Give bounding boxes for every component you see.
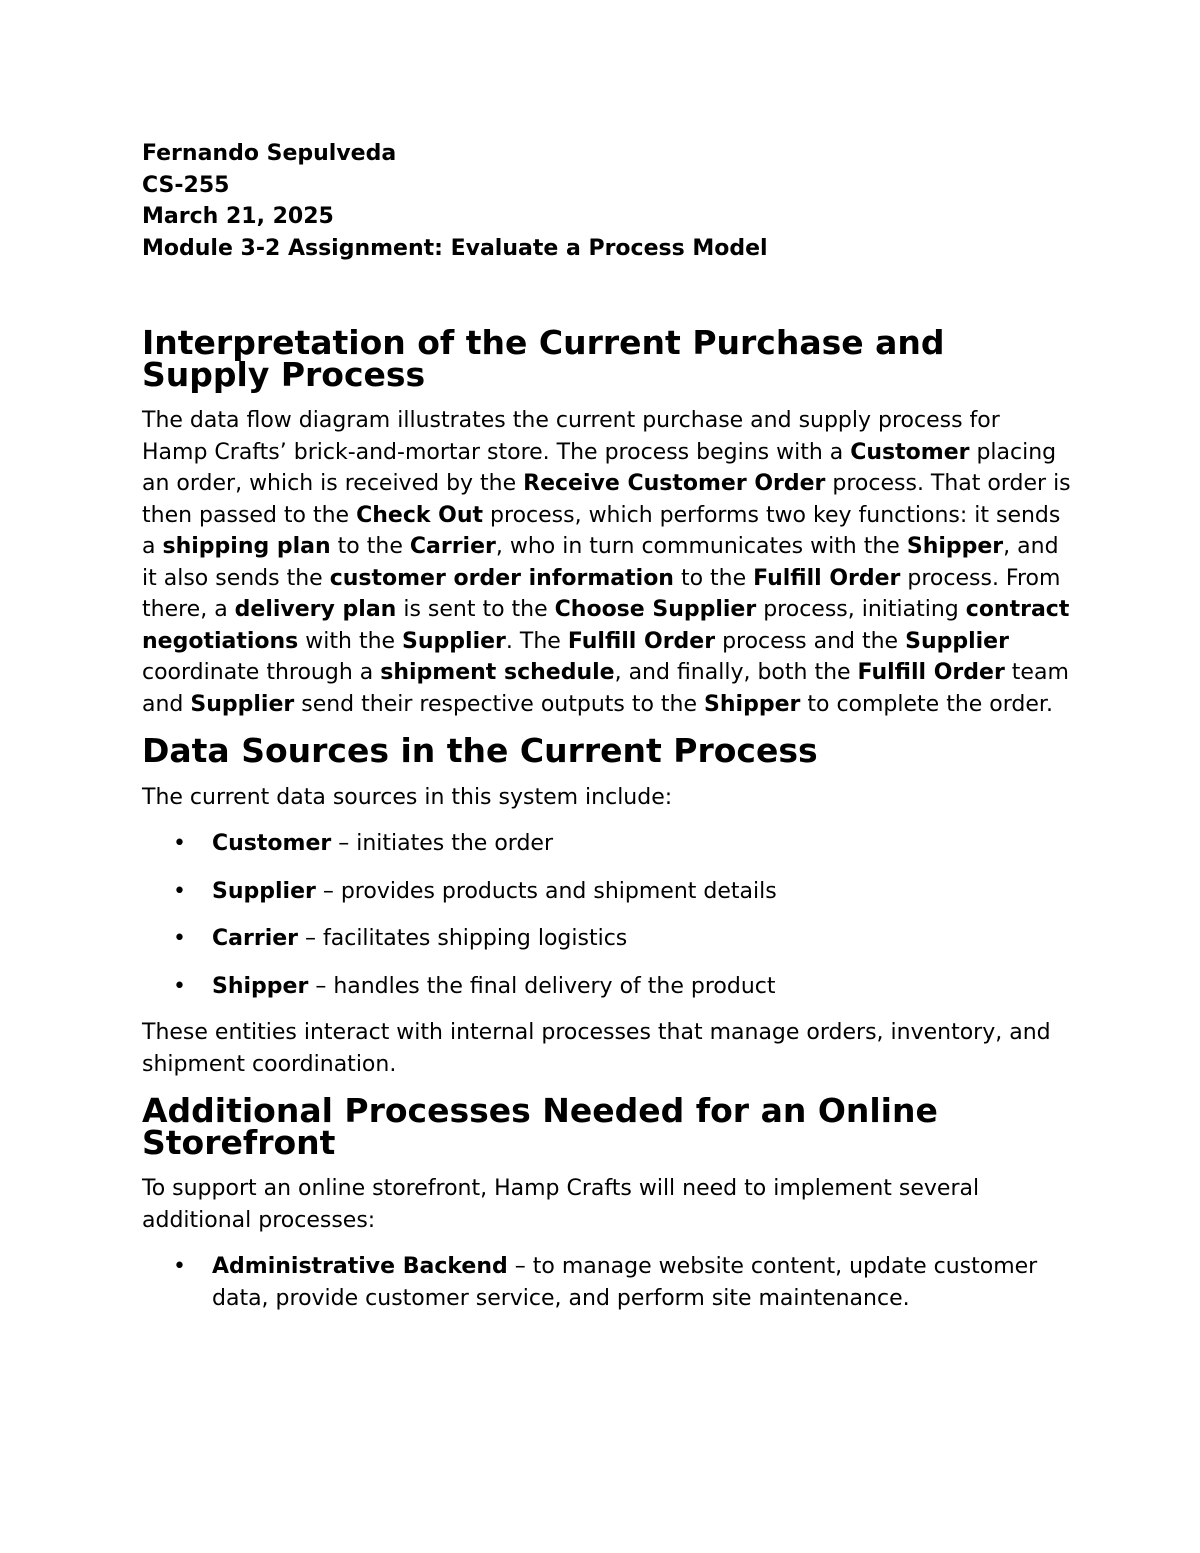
emphasized-term: Fulfill Order	[753, 565, 901, 591]
text-run: to complete the order.	[800, 691, 1053, 717]
list-item	[142, 923, 1072, 955]
emphasized-term: shipment schedule	[380, 660, 615, 685]
text-run: The data flow diagram illustrates the current purchase and supply process for Hamp Crafts’ brick-and-mortar store. The process begins with a	[142, 408, 1000, 465]
text-run: to the	[673, 565, 754, 591]
list-item-term: Supplier	[212, 878, 316, 904]
emphasized-term: Choose Supplier	[554, 597, 757, 622]
text-run: , and finally, both the	[614, 660, 858, 685]
emphasized-term: Supplier	[402, 628, 506, 654]
additional-processes-list	[142, 1251, 1072, 1314]
document-date: March 21, 2025	[142, 204, 334, 229]
document-page	[142, 138, 1072, 1314]
emphasized-term: Customer	[850, 439, 970, 465]
section-heading-additional-processes: Additional Processes Needed for an Online Storefront	[142, 1091, 938, 1162]
text-run: with the	[298, 628, 403, 654]
bullet-icon: •	[173, 926, 186, 951]
emphasized-term: contract negotiations	[142, 597, 1070, 654]
emphasized-term: Shipper	[906, 534, 1004, 559]
interpretation-paragraph	[142, 405, 1072, 720]
list-item-desc: – provides products and shipment details	[315, 878, 777, 904]
text-run: team and	[142, 660, 1069, 717]
text-run: . The	[505, 628, 568, 654]
emphasized-term: Receive Customer Order	[523, 471, 826, 496]
author-name: Fernando Sepulveda	[142, 141, 397, 166]
text-run: , and it also sends the	[142, 534, 1059, 591]
text-run: process. That order is then passed to the	[142, 471, 1071, 528]
emphasized-term: Supplier	[905, 628, 1009, 654]
list-item	[142, 828, 1072, 860]
data-sources-list	[142, 828, 1072, 1002]
emphasized-term: Supplier	[190, 691, 295, 717]
emphasized-term: Check Out	[356, 502, 484, 528]
text-run: process and the	[715, 628, 906, 654]
text-run: to the	[330, 534, 410, 559]
text-run: placing an order, which is received by the	[142, 439, 1057, 496]
bullet-icon: •	[173, 831, 186, 856]
bullet-icon: •	[173, 878, 186, 904]
emphasized-term: shipping plan	[162, 534, 331, 559]
emphasized-term: Shipper	[704, 691, 801, 717]
text-run: send their respective outputs to the	[294, 691, 705, 717]
header-block	[142, 138, 1072, 264]
emphasized-term: Carrier	[409, 534, 496, 559]
emphasized-term: Fulfill Order	[857, 660, 1005, 685]
text-run: coordinate through a	[142, 660, 381, 685]
course-code: CS-255	[142, 172, 230, 198]
data-sources-intro: The current data sources in this system include:	[142, 784, 673, 810]
list-item-desc: – facilitates shipping logistics	[298, 926, 628, 951]
list-item	[142, 876, 1072, 908]
list-item-desc: – to manage website content, update customer data, provide customer service, and perform site maintenance.	[212, 1254, 1038, 1311]
list-item-term: Administrative Backend	[212, 1254, 508, 1279]
emphasized-term: Fulfill Order	[567, 628, 716, 654]
list-item	[142, 971, 1072, 1003]
bullet-icon: •	[173, 1254, 186, 1279]
section-heading-interpretation: Interpretation of the Current Purchase and Supply Process	[142, 323, 945, 394]
text-run: is sent to the	[396, 597, 555, 622]
data-sources-outro: These entities interact with internal processes that manage orders, inventory, and shipment coordination.	[142, 1020, 1051, 1077]
text-run: process, initiating	[756, 597, 966, 622]
list-item-term: Shipper	[212, 973, 309, 999]
text-run: process. From there, a	[142, 565, 1061, 622]
emphasized-term: delivery plan	[234, 597, 397, 622]
bullet-icon: •	[173, 973, 186, 999]
emphasized-term: customer order information	[329, 565, 674, 591]
list-item-desc: – handles the final delivery of the product	[308, 973, 776, 999]
assignment-title: Module 3-2 Assignment: Evaluate a Process Model	[142, 235, 768, 261]
text-run: , who in turn communicates with the	[495, 534, 907, 559]
list-item-term: Carrier	[212, 926, 299, 951]
list-item-desc: – initiates the order	[331, 831, 553, 856]
additional-processes-intro: To support an online storefront, Hamp Crafts will need to implement several additional processes:	[142, 1176, 980, 1233]
section-heading-data-sources: Data Sources in the Current Process	[142, 731, 818, 770]
list-item-term: Customer	[212, 831, 332, 856]
text-run: process, which performs two key functions: it sends a	[142, 502, 1061, 559]
list-item	[142, 1251, 1072, 1314]
